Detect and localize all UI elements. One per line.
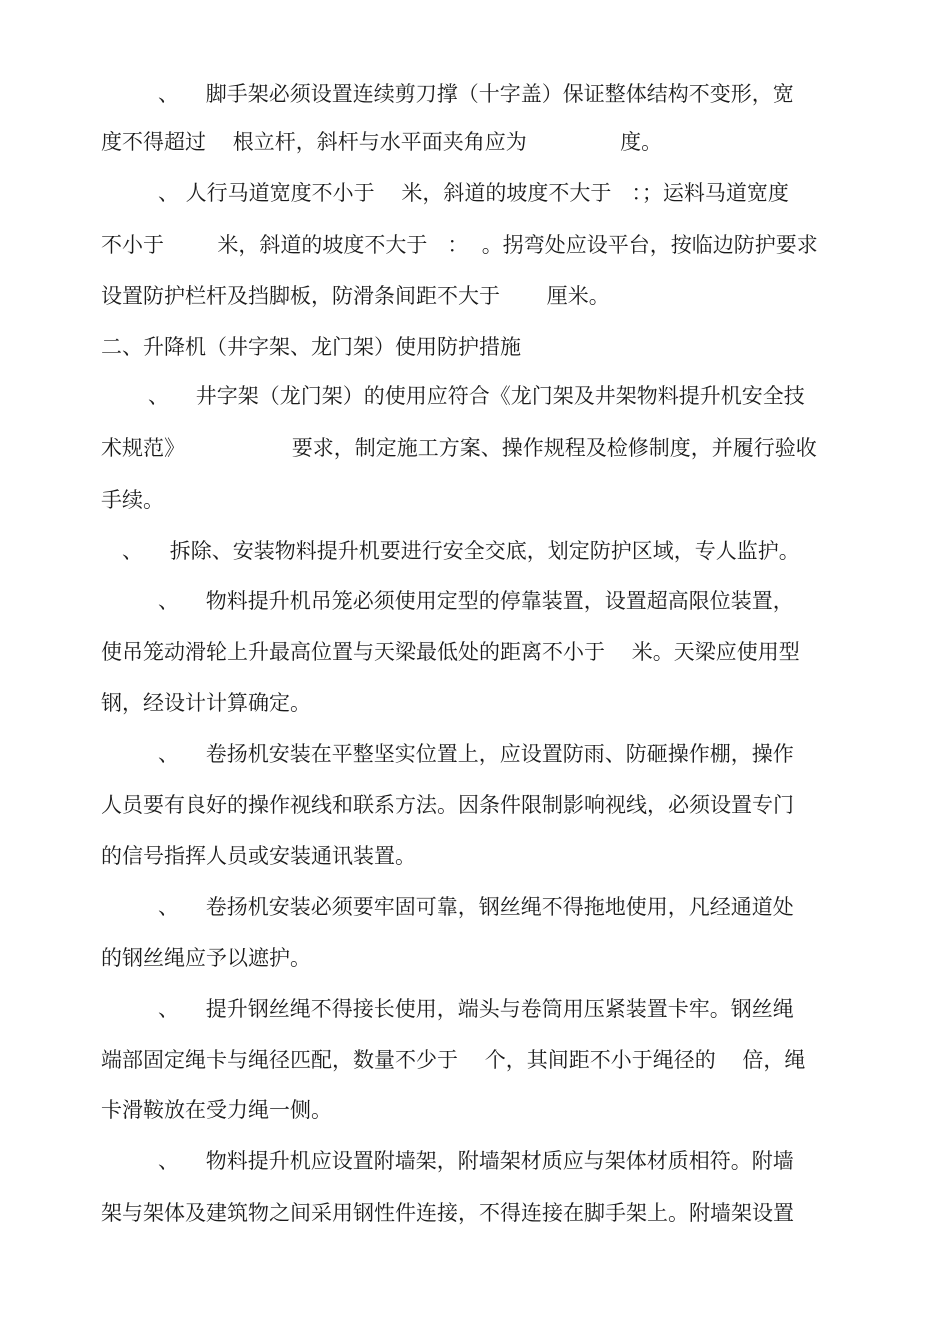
text-line: 卡滑鞍放在受力绳一侧。 [101,1098,332,1122]
text-line: 手续。 [101,488,164,512]
text-line: 、 卷扬机安装在平整坚实位置上，应设置防雨、防砸操作棚，操作 [158,742,794,766]
text-line: 术规范》 要求，制定施工方案、操作规程及检修制度，并履行验收 [101,436,817,460]
text-line: 钢，经设计计算确定。 [101,691,311,715]
text-line: 使吊笼动滑轮上升最高位置与天梁最低处的距离不小于 米。天梁应使用型 [101,640,800,664]
text-line: 不小于 米，斜道的坡度不大于 ： 。拐弯处应设平台，按临边防护要求 [101,233,818,257]
text-line: 的钢丝绳应予以遮护。 [101,946,311,970]
text-line: 的信号指挥人员或安装通讯装置。 [101,844,416,868]
text-line: 度不得超过 根立杆，斜杆与水平面夹角应为 度。 [101,130,663,154]
text-line: 端部固定绳卡与绳径匹配，数量不少于 个，其间距不小于绳径的 倍，绳 [101,1048,806,1072]
text-line: 、 物料提升机吊笼必须使用定型的停靠装置，设置超高限位装置， [158,589,794,613]
text-line: 、 井字架（龙门架）的使用应符合《龙门架及井架物料提升机安全技 [148,384,805,408]
text-line: 人员要有良好的操作视线和联系方法。因条件限制影响视线，必须设置专门 [101,793,794,817]
text-line: 、 脚手架必须设置连续剪刀撑（十字盖）保证整体结构不变形，宽 [158,82,794,106]
text-line: 、 提升钢丝绳不得接长使用，端头与卷筒用压紧装置卡牢。钢丝绳 [158,997,794,1021]
text-line: 架与架体及建筑物之间采用钢性件连接，不得连接在脚手架上。附墙架设置 [101,1201,794,1225]
text-line: 、 卷扬机安装必须要牢固可靠，钢丝绳不得拖地使用，凡经通道处 [158,895,794,919]
section-heading: 二、升降机（井字架、龙门架）使用防护措施 [101,335,521,359]
text-line: 设置防护栏杆及挡脚板，防滑条间距不大于 厘米。 [101,284,610,308]
text-line: 、 物料提升机应设置附墙架，附墙架材质应与架体材质相符。附墙 [158,1149,794,1173]
text-line: 、 拆除、安装物料提升机要进行安全交底，划定防护区域，专人监护。 [122,539,800,563]
text-line: 、 人行马道宽度不小于 米，斜道的坡度不大于 ：；运料马道宽度 [158,181,789,205]
